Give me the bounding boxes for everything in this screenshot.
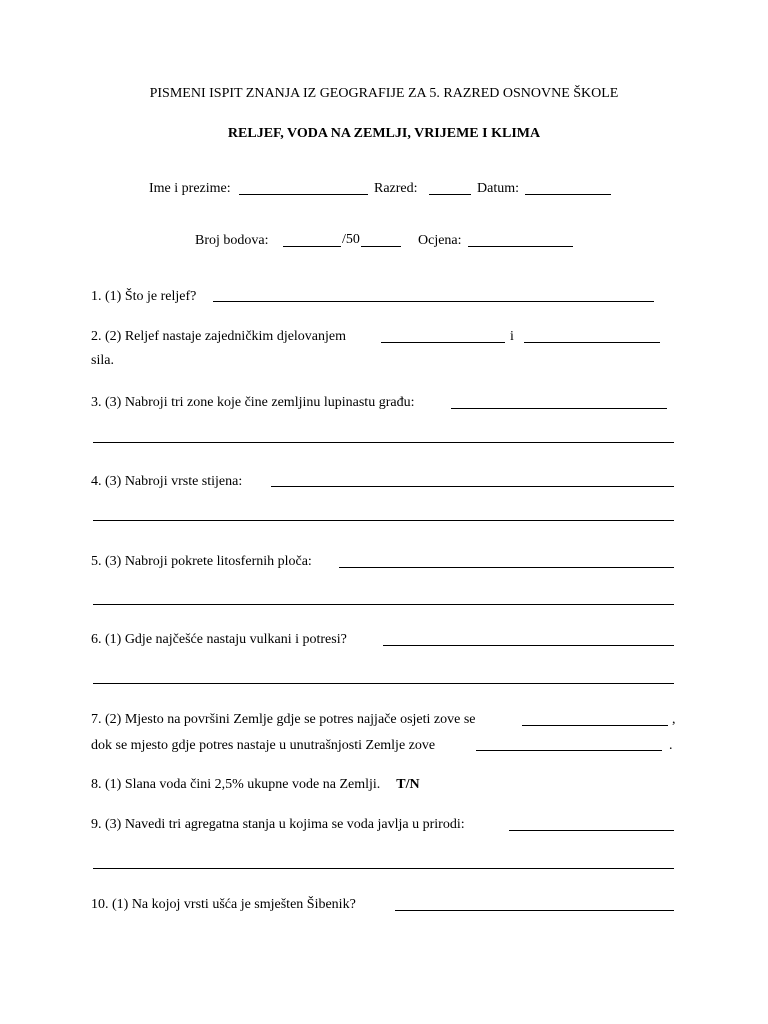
question-10: 10. (1) Na kojoj vrsti ušća je smješten Šibenik? — [91, 897, 356, 912]
question-3: 3. (3) Nabroji tri zone koje čine zemljinu lupinastu građu: — [91, 395, 415, 410]
points-max: /50 — [342, 232, 360, 247]
question-5: 5. (3) Nabroji pokrete litosfernih ploča: — [91, 554, 312, 569]
question-7-continuation: dok se mjesto gdje potres nastaje u unutrašnjosti Zemlje zove — [91, 738, 436, 753]
question-8-text: 8. (1) Slana voda čini 2,5% ukupne vode na Zemlji. — [91, 777, 381, 792]
grade-label: Ocjena: — [418, 233, 462, 248]
true-false-marker[interactable]: T/N — [396, 777, 420, 792]
question-2-continuation: sila. — [91, 353, 114, 368]
question-7: 7. (2) Mjesto na površini Zemlje gdje se potres najjače osjeti zove se — [91, 712, 476, 727]
answer-line-9b[interactable] — [93, 868, 674, 869]
answer-line-7b[interactable] — [476, 750, 662, 751]
answer-line-6a[interactable] — [383, 645, 674, 646]
points-label: Broj bodova: — [195, 233, 269, 248]
date-label: Datum: — [477, 181, 519, 196]
question-7-comma: , — [672, 712, 676, 727]
answer-line-9a[interactable] — [509, 830, 674, 831]
date-field[interactable] — [525, 194, 611, 195]
question-6: 6. (1) Gdje najčešće nastaju vulkani i potresi? — [91, 632, 347, 647]
answer-line-6b[interactable] — [93, 683, 674, 684]
answer-line-2a[interactable] — [381, 342, 505, 343]
question-1: 1. (1) Što je reljef? — [91, 289, 197, 304]
question-9: 9. (3) Navedi tri agregatna stanja u kojima se voda javlja u prirodi: — [91, 817, 465, 832]
exam-title: PISMENI ISPIT ZNANJA IZ GEOGRAFIJE ZA 5. RAZRED OSNOVNE ŠKOLE — [149, 86, 619, 101]
answer-line-4a[interactable] — [271, 486, 674, 487]
answer-line-3b[interactable] — [93, 442, 674, 443]
answer-line-7a[interactable] — [522, 725, 668, 726]
question-7-period: . — [669, 738, 673, 753]
answer-line-5b[interactable] — [93, 604, 674, 605]
question-8 — [91, 777, 420, 793]
question-2-connector: i — [510, 329, 514, 344]
answer-line-5a[interactable] — [339, 567, 674, 568]
answer-line-2b[interactable] — [524, 342, 660, 343]
answer-line-1[interactable] — [213, 301, 654, 302]
question-2: 2. (2) Reljef nastaje zajedničkim djelovanjem — [91, 329, 347, 344]
answer-line-4b[interactable] — [93, 520, 674, 521]
answer-line-10[interactable] — [395, 910, 674, 911]
class-field[interactable] — [429, 194, 471, 195]
class-label: Razred: — [374, 181, 418, 196]
question-4: 4. (3) Nabroji vrste stijena: — [91, 474, 243, 489]
exam-subtitle: RELJEF, VODA NA ZEMLJI, VRIJEME I KLIMA — [227, 126, 541, 141]
grade-field[interactable] — [468, 246, 573, 247]
answer-line-3a[interactable] — [451, 408, 667, 409]
name-label: Ime i prezime: — [149, 181, 231, 196]
name-field[interactable] — [239, 194, 368, 195]
